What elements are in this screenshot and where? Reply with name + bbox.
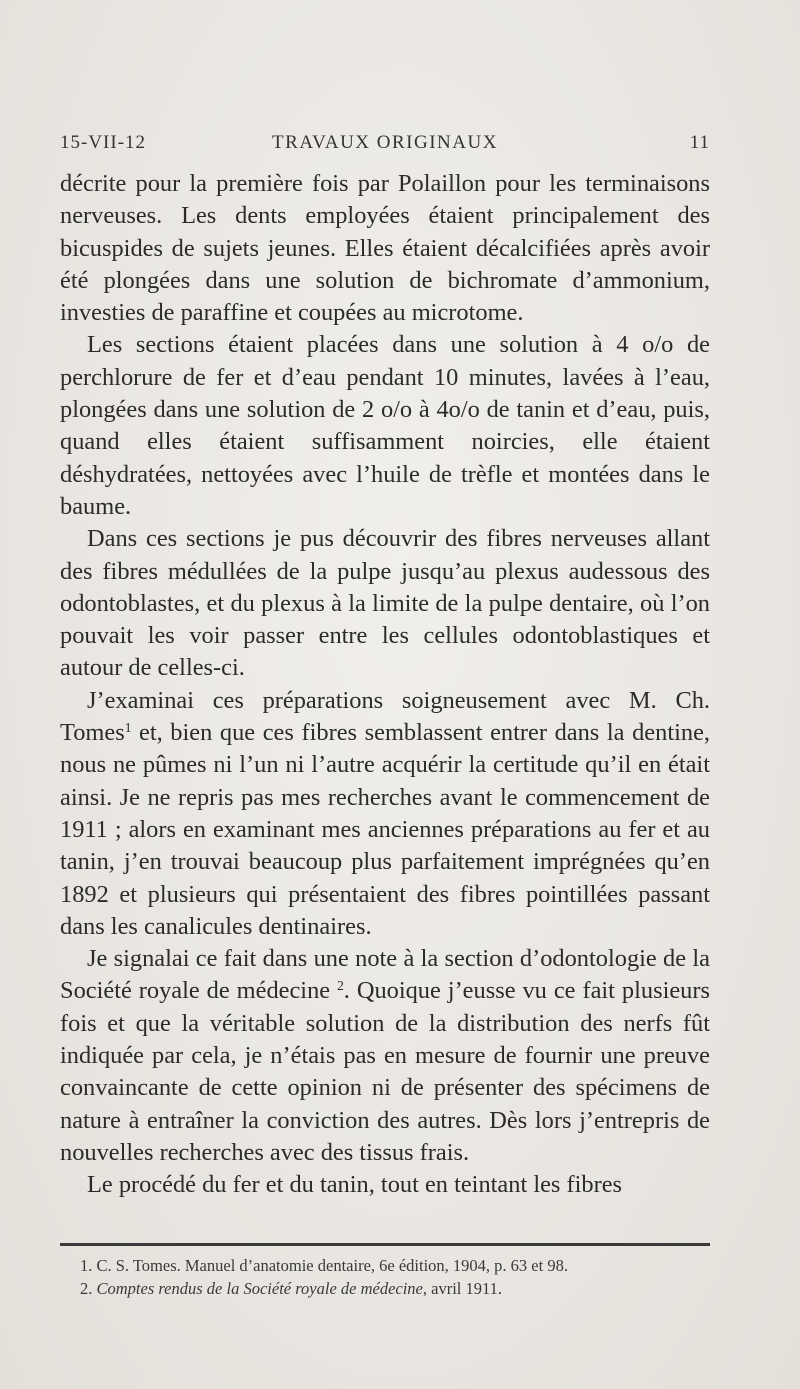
- paragraph-2: Les sections étaient placées dans une solution à 4 o/o de perchlorure de fer et d’eau pendant 10 minutes, lavées à l’eau, plongées dans une solution de 2 o/o à 4o/o de tanin et d’eau, puis, quand elles étaient suffisamment noircies, elle étaient déshydratées, nettoyées avec l’huile de trèfle et montées dans le baume.: [60, 331, 710, 520]
- running-head-date: 15-VII-12: [60, 132, 147, 153]
- paragraph-4-text-a: J’examinai ces préparations soigneusement avec M. Ch. Tomes: [60, 686, 710, 747]
- footnote-1-number: 1.: [80, 1256, 93, 1275]
- body-text: [60, 168, 710, 1202]
- page-number: 11: [689, 132, 710, 153]
- paragraph-6: Le procédé du fer et du tanin, tout en teintant les fibres: [87, 1171, 623, 1199]
- footnote-2: [80, 1277, 710, 1300]
- running-head-title: TRAVAUX ORIGINAUX: [272, 132, 498, 153]
- footnotes: [80, 1254, 710, 1300]
- footnote-2-number: 2.: [80, 1279, 93, 1298]
- paragraph-5-text-b: . Quoique j’eusse vu ce fait plusieurs fois et que la véritable solution de la distribution des nerfs fût indiquée par cela, je n’étais pas en mesure de fournir une preuve convaincante de cette opinion ni de présenter des spécimens de nature à entraîner la conviction des autres. Dès lors j’entrepris de nouvelles recherches avec des tissus frais.: [60, 977, 710, 1166]
- running-head: [60, 132, 710, 160]
- paragraph-5: [60, 943, 710, 1169]
- footnote-rule: [60, 1243, 710, 1246]
- paragraph-4-text-b: et, bien que ces fibres semblassent entrer dans la dentine, nous ne pûmes ni l’un ni l’autre acquérir la certitude qu’il en était ainsi. Je ne repris pas mes recherches avant le commencement de 1911 ; alors en examinant mes anciennes préparations au fer et au tanin, j’en trouvai beaucoup plus parfaitement imprégnées qu’en 1892 et plusieurs qui présentaient des fibres pointillées passant dans les canalicules dentinaires.: [60, 719, 710, 940]
- paragraph-3: Dans ces sections je pus découvrir des fibres nerveuses allant des fibres médullées de la pulpe jusqu’au plexus audessous des odontoblastes, et du plexus à la limite de la pulpe dentaire, où l’on pouvait les voir passer entre les cellules odontoblastiques et autour de celles-ci.: [60, 525, 710, 682]
- footnote-1-text: C. S. Tomes. Manuel d’anatomie dentaire, 6e édition, 1904, p. 63 et 98.: [96, 1256, 568, 1275]
- footnote-1: [80, 1254, 710, 1277]
- footnote-ref-2: 2: [337, 978, 344, 994]
- paragraph-4: [60, 685, 710, 943]
- footnote-ref-1: 1: [124, 720, 132, 735]
- footnote-2-journal-title: Comptes rendus de la Société royale de médecine: [96, 1279, 423, 1298]
- paragraph-1: décrite pour la première fois par Polaillon pour les terminaisons nerveuses. Les dents employées étaient principalement des bicuspides de sujets jeunes. Elles étaient décalcifiées après avoir été plongées dans une solution de bichromate d’ammonium, investies de paraffine et coupées au microtome.: [60, 170, 710, 327]
- paragraph-5-text-a: Je signalai ce fait dans une note à la section d’odontologie de la Société royale de médecine: [60, 945, 710, 1005]
- footnote-2-text: , avril 1911.: [422, 1279, 503, 1298]
